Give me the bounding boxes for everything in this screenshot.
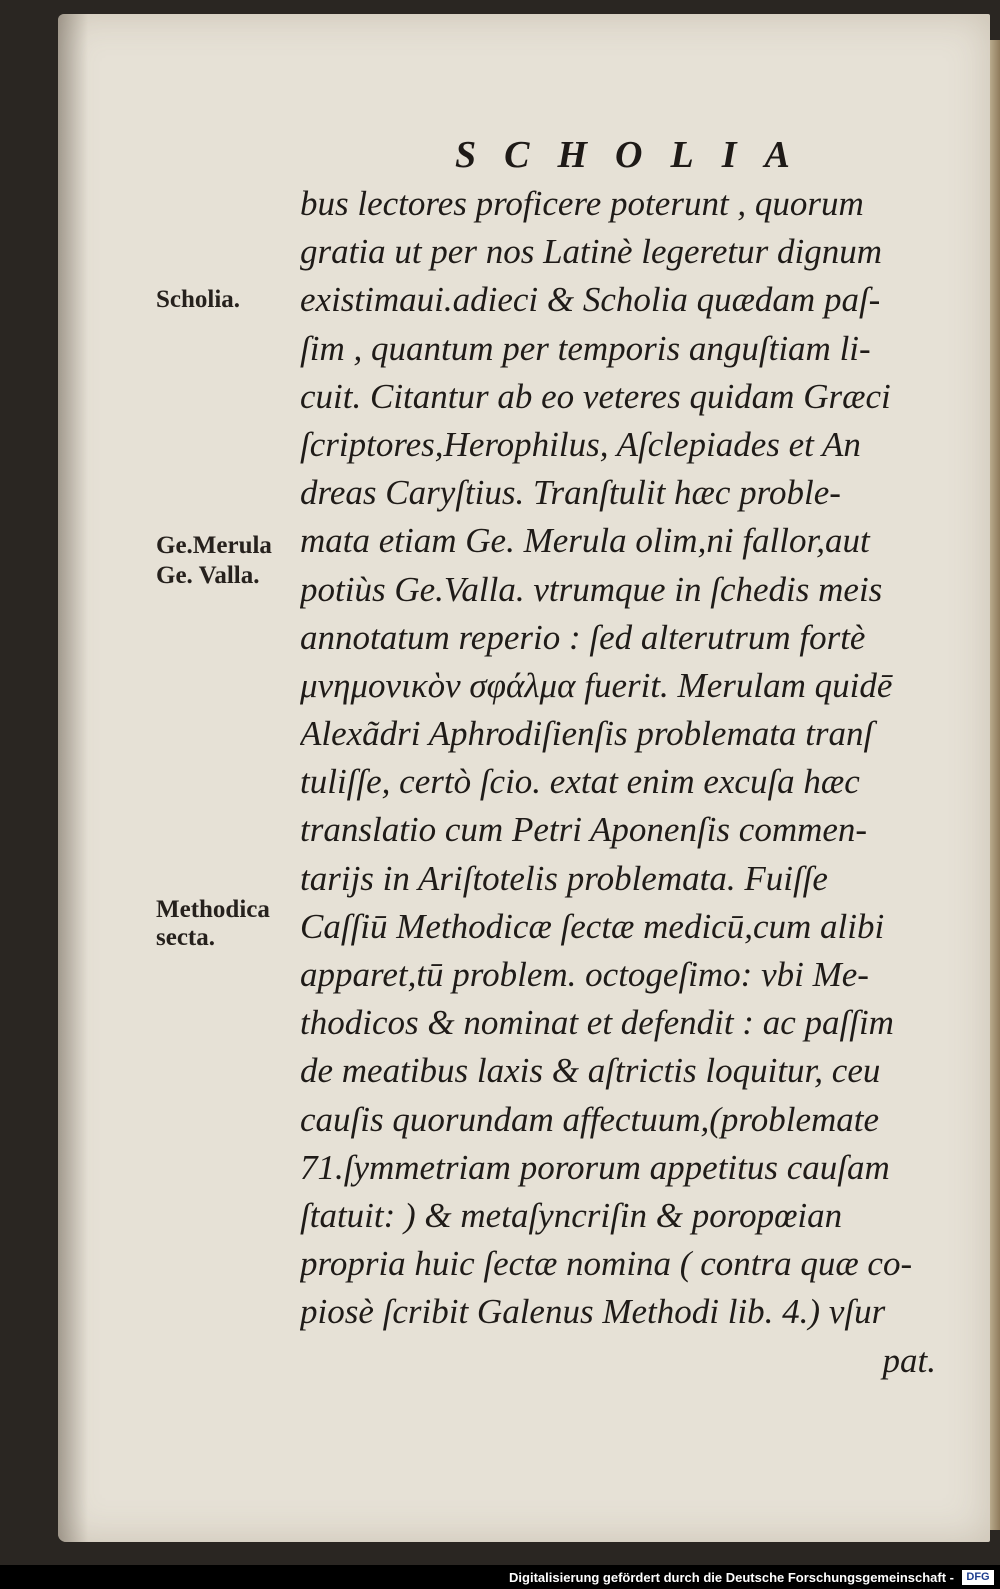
text-line: μνημονικὸν σφάλμα fuerit. Merulam quidē xyxy=(300,665,893,705)
text-line: propria huic ſectæ nomina ( contra quæ co- xyxy=(300,1244,913,1284)
text-line: annotatum reperio : ſed alterutrum fortè xyxy=(300,617,866,657)
text-line: 71.ſymmetriam pororum appetitus cauſam xyxy=(300,1147,890,1187)
text-line: Caſſiū Methodicæ ſectæ medicū,cum alibi xyxy=(300,906,885,946)
text-line: cuit. Citantur ab eo veteres quidam Græci xyxy=(300,376,891,416)
funding-credit: Digitalisierung gefördert durch die Deutsche Forschungsgemeinschaft - xyxy=(509,1570,954,1585)
text-line: de meatibus laxis & aſtrictis loquitur, ceu xyxy=(300,1051,881,1091)
spine-shadow xyxy=(58,14,88,1542)
text-line: thodicos & nominat et defendit : ac paſſim xyxy=(300,1003,894,1043)
text-line: dreas Caryſtius. Tranſtulit hæc proble- xyxy=(300,473,841,513)
text-line: apparet,tū problem. octogeſimo: vbi Me- xyxy=(300,955,869,994)
body-text xyxy=(300,180,950,1385)
text-line: ſim , quantum per temporis anguſtiam li- xyxy=(300,328,871,368)
text-line: ſtatuit: ) & metaſyncriſin & poropœian xyxy=(300,1195,843,1235)
page-header: SCHOLIA xyxy=(455,134,818,176)
text-line: gratia ut per nos Latinè legeretur dignum xyxy=(300,232,883,272)
margin-note-secta: secta. xyxy=(156,924,215,951)
margin-note-scholia: Scholia. xyxy=(156,286,241,313)
page-edge xyxy=(990,40,1000,1530)
text-line: Alexãdri Aphrodiſienſis problemata tranſ xyxy=(300,714,874,754)
text-line: pat. xyxy=(882,1340,936,1380)
text-line: ſcriptores,Herophilus, Aſclepiades et An xyxy=(300,424,861,464)
text-line: mata etiam Ge. Merula olim,ni fallor,aut xyxy=(300,521,870,561)
text-line: existimaui.adieci & Scholia quædam paſ- xyxy=(300,280,881,320)
text-line: bus lectores proficere poterunt , quorum xyxy=(300,184,864,223)
text-line: potiùs Ge.Valla. vtrumque in ſchedis meis xyxy=(300,569,883,609)
margin-note-valla: Ge. Valla. xyxy=(156,562,260,589)
text-line: cauſis quorundam affectuum,(problemate xyxy=(300,1099,880,1139)
footer-bar xyxy=(0,1565,1000,1589)
text-line: translatio cum Petri Aponenſis commen- xyxy=(300,810,868,850)
text-line: piosè ſcribit Galenus Methodi lib. 4.) vſur xyxy=(300,1292,886,1332)
margin-note-methodica: Methodica xyxy=(156,896,270,923)
dfg-logo: DFG xyxy=(962,1570,994,1585)
text-line: tarijs in Ariſtotelis problemata. Fuiſſe xyxy=(300,858,828,898)
text-line: tuliſſe, certò ſcio. extat enim excuſa hæc xyxy=(300,762,860,802)
margin-note-merula: Ge.Merula xyxy=(156,532,272,559)
